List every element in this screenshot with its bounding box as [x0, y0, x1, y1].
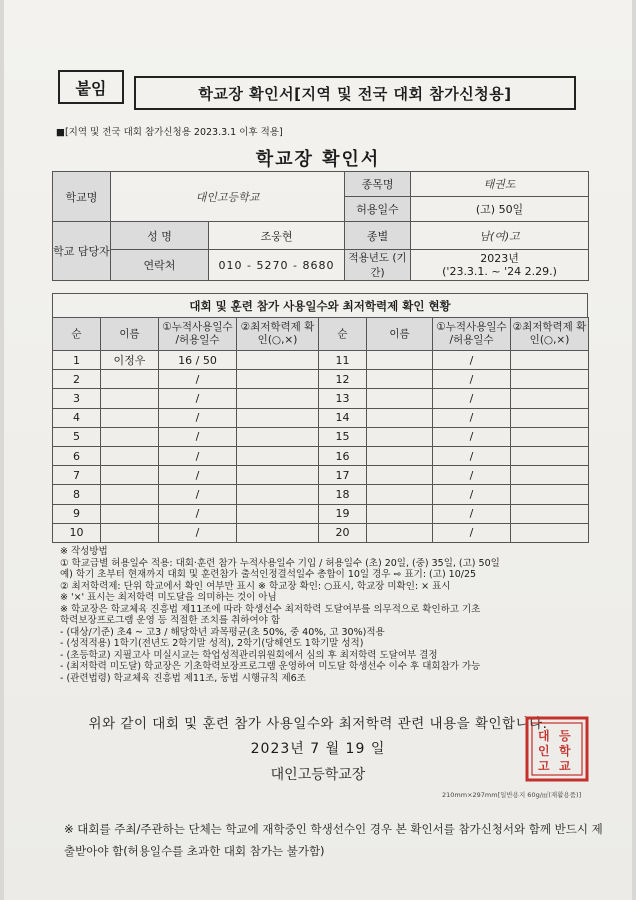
- row-cumulative-left: /: [159, 427, 237, 446]
- row-cumulative-left: /: [159, 523, 237, 542]
- applies-note: ■[지역 및 전국 대회 참가신청용 2023.3.1 이후 적용]: [56, 127, 283, 138]
- row-min-right: [511, 427, 589, 446]
- row-no-right: 16: [319, 446, 367, 465]
- year-label: 적용년도 (기간): [345, 250, 411, 281]
- row-no-right: 11: [319, 351, 367, 370]
- row-min-left: [237, 370, 319, 389]
- svg-text:인: 인: [538, 744, 550, 758]
- row-name-right: [367, 485, 433, 504]
- row-no-left: 2: [53, 370, 101, 389]
- row-name-left: [101, 523, 159, 542]
- row-cumulative-left: /: [159, 485, 237, 504]
- name-label: 성 명: [111, 222, 209, 250]
- svg-text:대: 대: [538, 729, 550, 743]
- attachment-tag: 붙임: [58, 70, 124, 104]
- instruction-line: - (초등학교) 지필고사 미실시교는 학업성적관리위원회에서 심의 후 최저학력 도달여부 결정: [60, 649, 438, 661]
- contact-label: 연락처: [111, 250, 209, 281]
- table-row: [53, 370, 589, 389]
- row-cumulative-left: /: [159, 408, 237, 427]
- paper-size-info: 210mm×297mm[일반용지 60g/㎡(재활용품)]: [442, 791, 582, 799]
- row-min-left: [237, 523, 319, 542]
- row-min-right: [511, 408, 589, 427]
- row-cumulative-right: /: [433, 523, 511, 542]
- table-row: [53, 485, 589, 504]
- row-min-right: [511, 523, 589, 542]
- row-name-left: [101, 370, 159, 389]
- header-cumulative: ①누적사용일수 /허용일수: [433, 318, 511, 351]
- row-cumulative-right: /: [433, 408, 511, 427]
- allowed-value: (고) 50일: [411, 197, 589, 222]
- svg-text:학: 학: [559, 744, 571, 758]
- row-no-left: 8: [53, 485, 101, 504]
- row-min-left: [237, 466, 319, 485]
- gender-label: 종별: [345, 222, 411, 250]
- info-table: [52, 171, 589, 281]
- table-row: [53, 446, 589, 465]
- row-no-left: 1: [53, 351, 101, 370]
- row-name-right: [367, 389, 433, 408]
- header-cumulative: ①누적사용일수 /허용일수: [159, 318, 237, 351]
- svg-text:교: 교: [559, 759, 571, 773]
- header-no: 순: [53, 318, 101, 351]
- school-label: 학교명: [53, 172, 111, 222]
- row-no-left: 10: [53, 523, 101, 542]
- svg-text:고: 고: [538, 759, 550, 773]
- event-label: 종목명: [345, 172, 411, 197]
- row-min-right: [511, 504, 589, 523]
- official-seal: [525, 716, 589, 782]
- row-cumulative-left: /: [159, 504, 237, 523]
- row-name-left: [101, 446, 159, 465]
- year-period: ('23.3.1. ~ '24 2.29.): [442, 265, 557, 278]
- contact-value: 010 - 5270 - 8680: [209, 250, 345, 281]
- school-value: 대인고등학교: [111, 172, 345, 222]
- row-min-right: [511, 370, 589, 389]
- header-no: 순: [319, 318, 367, 351]
- usage-table: [52, 317, 589, 543]
- row-name-left: 이정우: [101, 351, 159, 370]
- row-cumulative-left: /: [159, 446, 237, 465]
- event-value: 태권도: [411, 172, 589, 197]
- header-name: 이름: [101, 318, 159, 351]
- row-no-left: 3: [53, 389, 101, 408]
- usage-table-caption: 대회 및 훈련 참가 사용일수와 최저학력제 확인 현황: [52, 293, 588, 317]
- row-cumulative-left: /: [159, 466, 237, 485]
- instruction-line: ※ '×' 표시는 최저학력 미도달을 의미하는 것이 아님: [60, 592, 277, 603]
- instructions: [60, 546, 580, 684]
- row-no-left: 7: [53, 466, 101, 485]
- row-name-right: [367, 351, 433, 370]
- row-name-left: [101, 466, 159, 485]
- principal-signature: 대인고등학교장: [270, 767, 366, 783]
- header-min: ②최저학력제 확인(○,×): [237, 318, 319, 351]
- instruction-line: 학력보장프로그램 운영 등 적절한 조치를 취하여야 함: [60, 615, 281, 626]
- row-name-left: [101, 408, 159, 427]
- allowed-label: 허용일수: [345, 197, 411, 222]
- confirm-text: 위와 같이 대회 및 훈련 참가 사용일수와 최저학력 관련 내용을 확인합니다.: [88, 716, 548, 732]
- row-name-left: [101, 504, 159, 523]
- instruction-line: - (최저학력 미도달) 학교장은 기초학력보장프로그램 운영하여 미도달 학생선수 이수 후 대회참가 가능: [60, 661, 481, 672]
- confirm-date: 2023년 7 월 19 일: [250, 741, 386, 757]
- row-min-left: [237, 485, 319, 504]
- row-min-right: [511, 351, 589, 370]
- instruction-line: ※ 학교장은 학교체육 진흥법 제11조에 따라 학생선수 최저학력 도달여부를 의무적으로 확인하고 기초: [60, 603, 481, 615]
- row-min-right: [511, 485, 589, 504]
- table-row: [53, 504, 589, 523]
- table-row: [53, 523, 589, 542]
- table-row: [53, 389, 589, 408]
- row-cumulative-right: /: [433, 370, 511, 389]
- table-row: [53, 408, 589, 427]
- staff-label: 학교 담당자: [53, 222, 111, 281]
- row-name-right: [367, 370, 433, 389]
- row-cumulative-left: /: [159, 389, 237, 408]
- footnote: ※ 대회를 주최/주관하는 단체는 학교에 재학중인 학생선수인 경우 본 확인서를 참가신청서와 함께 반드시 제출받아야 함(허용일수를 초과한 대회 참가는 불가함): [64, 822, 603, 858]
- instruction-line: 예) 학기 초부터 현재까지 대회 및 훈련참가 출석인정결석일수 총합이 10일 경우 ⇨ 표기: (고) 10/25: [60, 569, 477, 580]
- table-row: [53, 351, 589, 370]
- row-cumulative-right: /: [433, 504, 511, 523]
- row-no-left: 6: [53, 446, 101, 465]
- row-min-left: [237, 389, 319, 408]
- row-no-right: 20: [319, 523, 367, 542]
- row-name-right: [367, 427, 433, 446]
- row-name-right: [367, 446, 433, 465]
- table-row: [53, 427, 589, 446]
- instruction-line: ※ 작성방법: [60, 546, 108, 557]
- row-cumulative-left: 16 / 50: [159, 351, 237, 370]
- instruction-line: - (대상/기준) 초4 ~ 고3 / 해당학년 과목평균(초 50%, 중 40%, 고 30%)적용: [60, 626, 385, 638]
- instruction-line: - (성적적용) 1학기(전년도 2학기말 성적), 2학기(당해연도 1학기말 성적): [60, 638, 364, 649]
- row-cumulative-right: /: [433, 351, 511, 370]
- row-name-left: [101, 389, 159, 408]
- row-min-left: [237, 504, 319, 523]
- year-value: 2023년: [480, 252, 519, 265]
- row-cumulative-left: /: [159, 370, 237, 389]
- name-value: 조웅현: [209, 222, 345, 250]
- row-no-left: 4: [53, 408, 101, 427]
- row-min-right: [511, 446, 589, 465]
- row-cumulative-right: /: [433, 427, 511, 446]
- row-name-right: [367, 408, 433, 427]
- header-min: ②최저학력제 확인(○,×): [511, 318, 589, 351]
- row-cumulative-right: /: [433, 485, 511, 504]
- row-no-right: 13: [319, 389, 367, 408]
- instruction-line: - (관련법령) 학교체육 진흥법 제11조, 동법 시행규칙 제6조: [60, 672, 306, 684]
- row-cumulative-right: /: [433, 446, 511, 465]
- row-min-left: [237, 446, 319, 465]
- row-min-left: [237, 408, 319, 427]
- row-name-left: [101, 427, 159, 446]
- instruction-line: ① 학교급별 허용일수 적용: 대회·훈련 참가 누적사용일수 기입 / 허용일수 (초) 20일, (중) 35일, (고) 50일: [60, 557, 500, 569]
- row-no-right: 18: [319, 485, 367, 504]
- row-min-left: [237, 351, 319, 370]
- row-name-right: [367, 504, 433, 523]
- header-name: 이름: [367, 318, 433, 351]
- row-no-left: 9: [53, 504, 101, 523]
- row-no-right: 19: [319, 504, 367, 523]
- row-min-right: [511, 389, 589, 408]
- row-name-left: [101, 485, 159, 504]
- row-no-right: 15: [319, 427, 367, 446]
- row-cumulative-right: /: [433, 389, 511, 408]
- row-no-right: 17: [319, 466, 367, 485]
- row-no-left: 5: [53, 427, 101, 446]
- document-title: 학교장 확인서: [255, 149, 381, 170]
- row-name-right: [367, 466, 433, 485]
- instruction-line: ② 최저학력제: 단위 학교에서 확인 여부만 표시 ※ 학교장 확인: ○표시, 학교장 미확인: × 표시: [60, 580, 451, 592]
- row-name-right: [367, 523, 433, 542]
- svg-text:등: 등: [559, 729, 571, 743]
- attachment-title: 학교장 확인서[지역 및 전국 대회 참가신청용]: [134, 76, 576, 110]
- row-no-right: 14: [319, 408, 367, 427]
- row-min-right: [511, 466, 589, 485]
- table-row: [53, 466, 589, 485]
- row-cumulative-right: /: [433, 466, 511, 485]
- row-min-left: [237, 427, 319, 446]
- year-value-cell: [411, 250, 589, 281]
- row-no-right: 12: [319, 370, 367, 389]
- gender-value: 남(여)고: [411, 222, 589, 250]
